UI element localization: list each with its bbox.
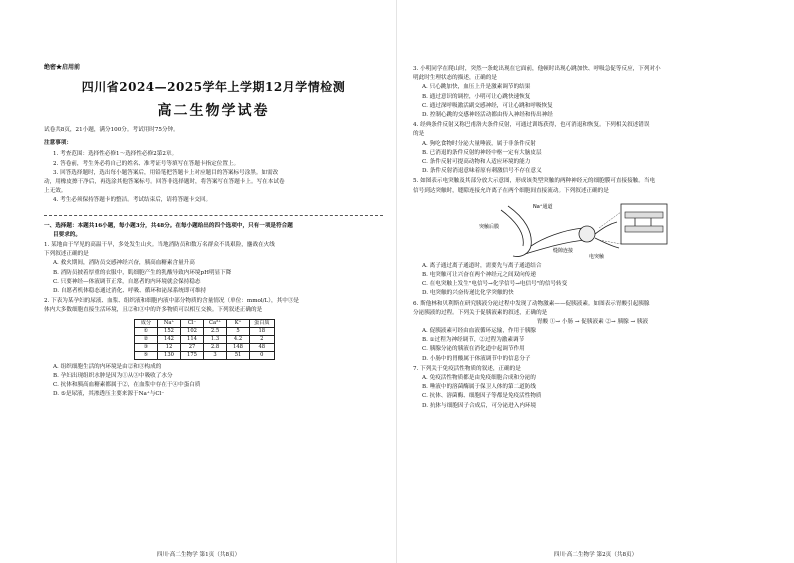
option-a: A. 离子通过离子通道时，需要先与离子通道结合 xyxy=(422,262,542,269)
table-cell: 4.2 xyxy=(227,335,250,343)
divider xyxy=(44,215,383,216)
question-stem: 3. 小明同学在爬山时，突然一条蛇出现在它面前，他顿时出现心跳加快、呼吸急促等反应，下列对小 xyxy=(413,66,661,72)
page-2 xyxy=(397,0,794,563)
table-row xyxy=(135,351,275,359)
option-c: C. 条件反射可提高动物和人适应环境的能力 xyxy=(422,159,531,166)
question-7 xyxy=(413,365,772,411)
table-cell: 152 xyxy=(158,327,181,335)
exam-title: 四川省2024—2025学年上学期12月学情检测 xyxy=(81,80,346,94)
table-row xyxy=(135,327,275,335)
table-cell: 27 xyxy=(181,343,204,351)
table-cell: 3 xyxy=(204,351,227,359)
option-a: A. 免疫活性物质都是由免疫细胞合成和分泌的 xyxy=(422,375,536,382)
question-stem: 信号到达突触时，缝隙连接允许离子在两个细胞间直接流动。下列叙述正确的是 xyxy=(413,187,609,194)
option-b: B. 唾液中的溶菌酶属于保卫人体的第二道防线 xyxy=(422,384,536,391)
table-cell: 114 xyxy=(181,335,204,343)
option-c: C. 只要神经—体液调节正常，自愿者的内环境就会保持稳态 xyxy=(53,278,201,285)
question-1 xyxy=(44,241,383,296)
option-a: A. 组织细胞生活的内环境是由②和③构成的 xyxy=(53,363,162,370)
question-4 xyxy=(413,121,772,176)
table-cell: 130 xyxy=(158,351,181,359)
table-cell: 48 xyxy=(250,343,275,351)
option-a: A. 狗吃食物时分泌大量唾液，属于非条件反射 xyxy=(422,140,536,147)
option-c: C. 在电突触上发生"电信号→化学信号→电信号"的信号转变 xyxy=(422,281,568,288)
table-header-cell: Cl⁻ xyxy=(181,319,204,327)
table-header-cell: K⁺ xyxy=(227,319,250,327)
question-stem: 分泌胰液的过程。下列关于促胰液素的叙述，正确的是 xyxy=(413,309,548,316)
option-d: D. 小肠中的胃酸属于体液调节中的信息分子 xyxy=(422,355,531,362)
table-header-row xyxy=(135,319,275,327)
table-cell: 12 xyxy=(158,343,181,351)
label-electrical-synapse: 电突触 xyxy=(589,253,605,260)
option-d: D. 抗体与细胞因子合成后，可分泌进入内环境 xyxy=(422,402,537,409)
table-cell: 2.8 xyxy=(204,343,227,351)
option-c: C. 通过深呼吸激活副交感神经，可让心跳和呼吸恢复 xyxy=(422,102,553,109)
option-b: B. 孕妇出现组织水肿是因为①从③中吸收了水分 xyxy=(53,372,173,379)
option-b: B. 已消退的条件反射的神经中枢一定有大脑皮层 xyxy=(422,149,542,156)
question-3 xyxy=(413,65,772,120)
notice-item: 1. 考查范围：选择性必修1～选择性必修2第2章。 xyxy=(53,151,178,158)
table-row xyxy=(135,335,275,343)
question-stem: 体内大多数细胞直接生活环境，且②和③中的许多物质可以相互交换。下列叙述正确的是 xyxy=(44,307,263,314)
option-d: D. ⑤是尿液，其渗透压主要来源于Na⁺与Cl⁻ xyxy=(53,391,165,398)
question-stem: 下列叙述正确的是 xyxy=(44,251,89,258)
table-cell: 2 xyxy=(250,335,275,343)
option-d: D. 自愿者机体稳态通过消化、呼吸、循环和泌尿系统即可维持 xyxy=(53,288,207,295)
label-na-channel: Na⁺通道 xyxy=(533,203,553,210)
page-footer: 四川·高二生物学 第2页（共8页） xyxy=(553,552,638,558)
notice-item: 上无效。 xyxy=(44,188,67,195)
question-stem: 4. 经典条件反射又称巴甫洛夫条件反射，可通过训练获得，也可消退和恢复。下列相关叙述错误 xyxy=(413,122,650,129)
label-gap-junction: 缝隙连接 xyxy=(553,247,574,254)
option-d: D. 条件反射消退意味着原有刺激信号不存在意义 xyxy=(422,168,542,175)
confidential-mark: 绝密★启用前 xyxy=(44,64,81,71)
question-2 xyxy=(44,297,383,399)
option-b: B. 消防员披着厚重的衣服中，肌细胞产生的乳酸导致内环境pH明显下降 xyxy=(53,269,232,276)
option-a: A. 只心跳加快，血压上升是激素调节的结果 xyxy=(422,84,531,91)
notice-item: 4. 考生必须保持答题卡的整洁。考试结束后，请将答题卡交回。 xyxy=(53,197,212,204)
table-cell: 0 xyxy=(250,351,275,359)
section-heading-cont: 目要求的。 xyxy=(53,231,81,238)
table-cell: ③ xyxy=(135,343,158,351)
question-stem: 7. 下列关于免疫活性物质的叙述，正确的是 xyxy=(413,365,521,372)
question-stem: 2. 下表为某孕妇的尿液、血浆、组织液和细胞内液中部分物质的含量情况（单位：mmol/L），其中③是 xyxy=(44,298,300,305)
question-stem: 的是 xyxy=(413,131,425,138)
table-cell: 18 xyxy=(250,327,275,335)
table-header-cell: Na⁺ xyxy=(158,319,181,327)
notice-list xyxy=(44,150,383,205)
notice-item: 3. 回答选择题时，选出每小题答案后，用铅笔把答题卡上对应题目的答案标号涂黑。如需改 xyxy=(53,169,279,176)
table-row xyxy=(135,343,275,351)
table-cell: 148 xyxy=(227,343,250,351)
table-cell: 2.5 xyxy=(204,327,227,335)
option-d: D. 控制心跳的交感神经活动都由传入神经和传出神经 xyxy=(422,112,553,119)
notice-title: 注意事项： xyxy=(44,140,72,147)
option-d: D. 电突触的兴奋传递比化学突触的快 xyxy=(422,290,514,297)
option-c: C. 抗体、溶菌酶、细胞因子等都是免疫活性物质 xyxy=(422,393,542,400)
question-6 xyxy=(413,300,772,364)
table-cell: ① xyxy=(135,327,158,335)
ion-table xyxy=(134,319,275,360)
table-cell: ⑤ xyxy=(135,351,158,359)
question-stem: 1. 某地由于罕见的高温干旱，多处发生山火。当地消防员和数万名群众不畏艰险，鏖战在火线 xyxy=(44,242,275,249)
table-cell: ② xyxy=(135,335,158,343)
label-postsynaptic: 突触后膜 xyxy=(479,223,500,230)
question-stem: 明此时生理状态的描述，正确的是 xyxy=(413,75,497,82)
question-stem: 6. 斯他林和贝利斯在研究胰液分泌过程中发现了动物激素——促胰液素。如图表示胃酸引起胰腺 xyxy=(413,300,650,307)
exam-subject-title: 高二生物学试卷 xyxy=(157,103,270,119)
exam-info: 试卷共8页，21小题，满分100分。考试用时75分钟。 xyxy=(44,127,179,133)
table-cell: 175 xyxy=(181,351,204,359)
table-header-cell: Ca²⁺ xyxy=(204,319,227,327)
secretin-pathway: 胃酸 ①→ 小肠 → 促胰液素 ②→ 胰腺 → 胰液 xyxy=(536,319,649,326)
table-cell: 1.3 xyxy=(204,335,227,343)
page-footer: 四川·高二生物学 第1页（共8页） xyxy=(156,552,241,558)
option-b: B. 通过意识的调控，小明可让心跳快速恢复 xyxy=(422,93,531,100)
option-b: B. ①过程为神经调节，②过程为激素调节 xyxy=(422,337,525,344)
synapse-diagram xyxy=(413,198,772,260)
option-b: B. 电突触可让兴奋在两个神经元之间双向传递 xyxy=(422,272,536,279)
table-header-cell: 成分 xyxy=(135,319,158,327)
section-heading: 一、选择题：本题共16小题，每小题3分，共48分。在每小题给出的四个选项中，只有一项是符合题 xyxy=(44,222,293,229)
synapse-figure xyxy=(413,198,772,260)
option-c: C. 抗体和胰高血糖素都属于②，在血浆中存在于④中蛋白质 xyxy=(53,382,201,389)
table-cell: 5 xyxy=(227,327,250,335)
table-cell: 102 xyxy=(181,327,204,335)
table-header-cell: 蛋白质 xyxy=(250,319,275,327)
question-5 xyxy=(413,177,772,298)
table-cell: 142 xyxy=(158,335,181,343)
notice-item: 动，用橡皮擦干净后，再选涂其他答案标号。回答非选择题时，将答案写在答题卡上。写在本试卷 xyxy=(44,179,285,186)
option-a: A. 促胰液素可经由血液循环运输，作用于胰腺 xyxy=(422,328,536,335)
option-a: A. 救火期间，消防员交感神经兴奋，胰高血糖素含量升高 xyxy=(53,260,195,267)
option-c: C. 胰腺分泌的胰液在消化道中起调节作用 xyxy=(422,346,525,353)
question-stem: 5. 如图表示电突触及其部分放大示意图，形成该类型突触的两种神经元的细胞膜可直接接触。当电 xyxy=(413,178,656,185)
notice-item: 2. 答卷前，考生务必将自己的姓名、准考证号等填写在答题卡指定位置上。 xyxy=(53,160,240,167)
table-cell: 51 xyxy=(227,351,250,359)
